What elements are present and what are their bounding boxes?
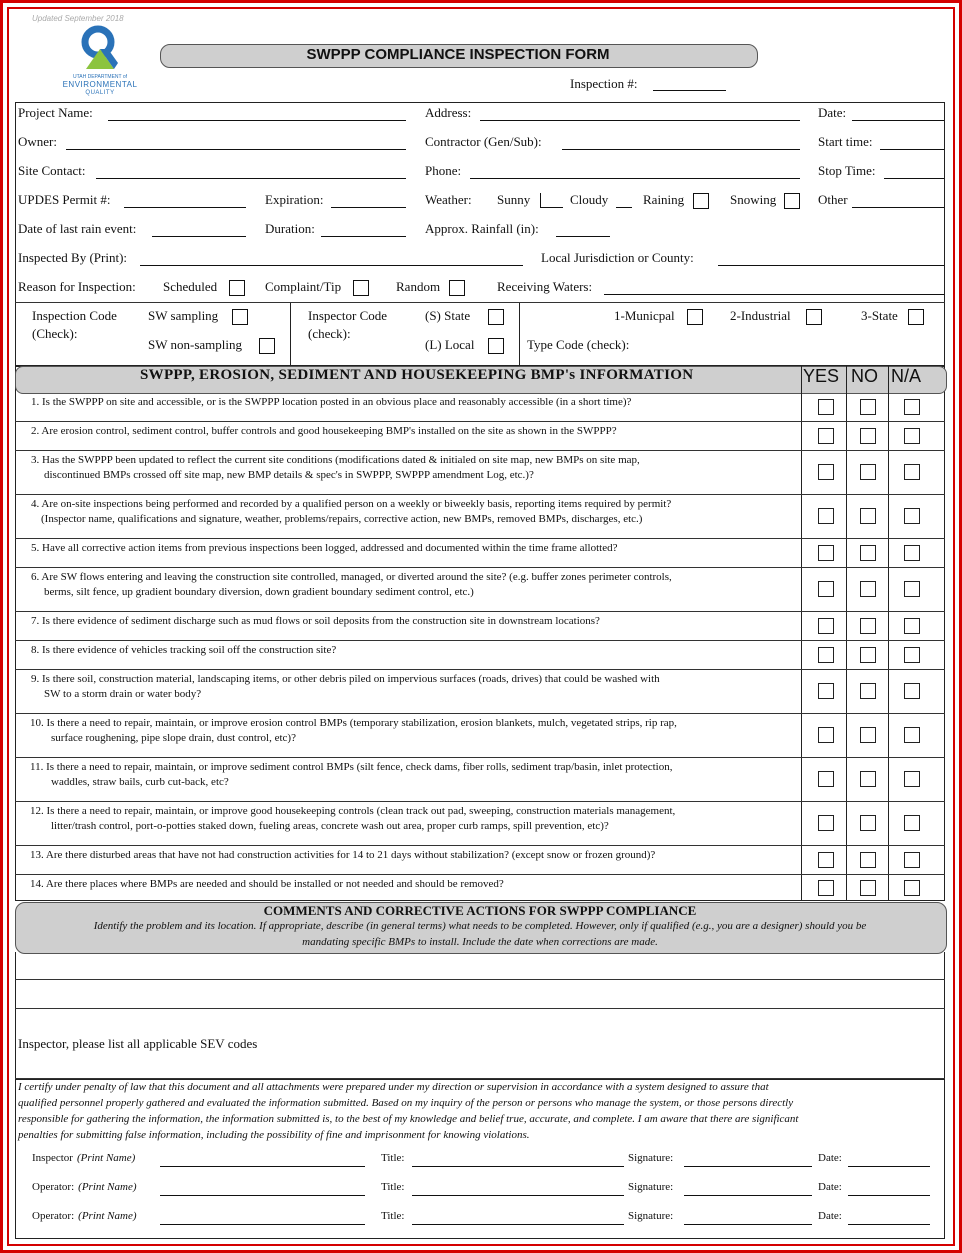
start-time-field[interactable] <box>880 149 944 150</box>
site-contact-field[interactable] <box>96 178 406 179</box>
question-7-no-checkbox[interactable] <box>860 618 876 634</box>
weather-other-field[interactable] <box>852 207 944 208</box>
question-text: 2. Are erosion control, sediment control, buffer controls and good housekeeping BMP's installed on the site as shown in the SWPPP? <box>31 425 617 437</box>
duration-label: Duration: <box>265 221 315 236</box>
comments-box <box>15 952 945 1080</box>
sw-sampling-checkbox[interactable] <box>232 309 248 325</box>
local-code-label: (L) Local <box>425 337 475 352</box>
question-14-yes-checkbox[interactable] <box>818 880 834 896</box>
question-text: 1. Is the SWPPP on site and accessible, or is the SWPPP location posted in an obvious place and reasonably accessible (in a short time)? <box>31 396 632 408</box>
question-text: 6. Are SW flows entering and leaving the construction site controlled, managed, or diverted around the site? (e.g. buffer zones perimeter controls, <box>31 571 672 583</box>
updes-permit-label: UPDES Permit #: <box>18 192 111 207</box>
question-6-no-checkbox[interactable] <box>860 581 876 597</box>
yes-column-header: YES <box>803 366 840 386</box>
question-8-na-checkbox[interactable] <box>904 647 920 663</box>
sw-sampling-label: SW sampling <box>148 308 219 323</box>
approx-rainfall-label: Approx. Rainfall (in): <box>425 221 539 236</box>
question-11-na-checkbox[interactable] <box>904 771 920 787</box>
bmp-section-title: SWPPP, EROSION, SEDIMENT AND HOUSEKEEPING BMP's INFORMATION <box>140 367 694 383</box>
local-jurisdiction-field[interactable] <box>718 265 944 266</box>
question-text: 13. Are there disturbed areas that have not had construction activities for 14 to 21 days without stabilization? (except snow or frozen ground)? <box>30 849 656 861</box>
question-14-na-checkbox[interactable] <box>904 880 920 896</box>
question-text: 8. Is there evidence of vehicles tracking soil off the construction site? <box>31 644 337 656</box>
question-3-yes-checkbox[interactable] <box>818 464 834 480</box>
receiving-waters-label: Receiving Waters: <box>497 279 593 294</box>
question-11-yes-checkbox[interactable] <box>818 771 834 787</box>
inspection-number-label: Inspection #: <box>570 76 638 91</box>
question-9-na-checkbox[interactable] <box>904 683 920 699</box>
local-jurisdiction-label: Local Jurisdiction or County: <box>541 250 694 265</box>
question-8-no-checkbox[interactable] <box>860 647 876 663</box>
state-code-label: (S) State <box>425 308 471 323</box>
codes-divider-2 <box>519 303 520 365</box>
question-divider <box>15 494 945 495</box>
question-2-na-checkbox[interactable] <box>904 428 920 444</box>
cert-line-3: responsible for gathering the information, the information submitted is, to the best of my knowledge and belief true, accurate, and complete. I am aware that there are significant <box>18 1113 799 1125</box>
question-divider <box>15 421 945 422</box>
state-code-checkbox[interactable] <box>488 309 504 325</box>
question-4-yes-checkbox[interactable] <box>818 508 834 524</box>
question-3-na-checkbox[interactable] <box>904 464 920 480</box>
question-9-no-checkbox[interactable] <box>860 683 876 699</box>
question-13-na-checkbox[interactable] <box>904 852 920 868</box>
question-5-yes-checkbox[interactable] <box>818 545 834 561</box>
reason-random-checkbox[interactable] <box>449 280 465 296</box>
comment-line-2[interactable] <box>15 1008 945 1009</box>
question-4-na-checkbox[interactable] <box>904 508 920 524</box>
contractor-field[interactable] <box>562 149 800 150</box>
question-divider <box>15 801 945 802</box>
no-col-divider <box>846 366 847 901</box>
deq-logo <box>78 25 122 75</box>
question-divider <box>15 567 945 568</box>
question-10-no-checkbox[interactable] <box>860 727 876 743</box>
sev-codes-label: Inspector, please list all applicable SEV codes <box>18 1036 258 1051</box>
question-2-no-checkbox[interactable] <box>860 428 876 444</box>
question-12-yes-checkbox[interactable] <box>818 815 834 831</box>
question-11-no-checkbox[interactable] <box>860 771 876 787</box>
inspection-code-label-1: Inspection Code <box>32 308 117 323</box>
question-divider <box>15 669 945 670</box>
weather-label: Weather: <box>425 192 472 207</box>
question-13-no-checkbox[interactable] <box>860 852 876 868</box>
question-text: 10. Is there a need to repair, maintain, or improve erosion control BMPs (temporary stabilization, erosion blankets, mulch, vegetated strips, rip rap, <box>30 717 677 729</box>
duration-field[interactable] <box>321 236 406 237</box>
signer-role-label <box>32 1181 137 1193</box>
signature-label: Signature: <box>628 1152 674 1164</box>
reason-scheduled-label: Scheduled <box>163 279 218 294</box>
contractor-label: Contractor (Gen/Sub): <box>425 134 542 149</box>
comments-title: COMMENTS AND CORRECTIVE ACTIONS FOR SWPPP COMPLIANCE <box>263 903 697 918</box>
weather-cloudy-checkbox[interactable] <box>616 207 632 208</box>
question-text: 5. Have all corrective action items from previous inspections been logged, addressed and documented within the time frame allotted? <box>31 542 618 554</box>
question-divider <box>15 611 945 612</box>
yes-col-divider <box>801 366 802 901</box>
codes-divider <box>15 302 945 303</box>
expiration-field[interactable] <box>331 207 406 208</box>
date-last-rain-label: Date of last rain event: <box>18 221 137 236</box>
codes-divider-1 <box>290 303 291 365</box>
inspector-code-label-2: (check): <box>308 326 351 341</box>
page-title: SWPPP COMPLIANCE INSPECTION FORM <box>306 46 610 63</box>
inspected-by-field[interactable] <box>140 265 523 266</box>
signature-field[interactable] <box>684 1195 812 1196</box>
na-column-header: N/A <box>891 366 922 386</box>
question-divider <box>15 874 945 875</box>
print-name-hint: (Print Name) <box>78 1181 137 1193</box>
logo-line-1: UTAH DEPARTMENT of <box>72 74 128 80</box>
start-time-label: Start time: <box>818 134 873 149</box>
sig-date-label: Date: <box>818 1181 842 1193</box>
question-5-no-checkbox[interactable] <box>860 545 876 561</box>
question-text: litter/trash control, port-o-potties staked down, fueling areas, concrete wash out area, proper curb ramps, spill prevention, etc)? <box>51 820 609 832</box>
question-1-no-checkbox[interactable] <box>860 399 876 415</box>
question-6-na-checkbox[interactable] <box>904 581 920 597</box>
question-2-yes-checkbox[interactable] <box>818 428 834 444</box>
title-label: Title: <box>381 1210 405 1222</box>
question-text: waddles, straw bails, curb cut-back, etc? <box>51 776 229 788</box>
certification-box <box>15 1079 945 1239</box>
reason-random-label: Random <box>396 279 441 294</box>
na-col-divider <box>888 366 889 901</box>
inspection-number-field[interactable] <box>653 90 726 91</box>
receiving-waters-field[interactable] <box>604 294 944 295</box>
logo-line-2: ENVIRONMENTAL <box>62 80 138 89</box>
type-industrial-label: 2-Industrial <box>730 308 791 323</box>
sig-date-field[interactable] <box>848 1195 930 1196</box>
no-column-header: NO <box>851 366 878 386</box>
question-5-na-checkbox[interactable] <box>904 545 920 561</box>
expiration-label: Expiration: <box>265 192 324 207</box>
cert-line-1: I certify under penalty of law that this document and all attachments were prepared under my direction or supervision in accordance with a system designed to assure that <box>18 1081 769 1093</box>
question-12-na-checkbox[interactable] <box>904 815 920 831</box>
local-code-checkbox[interactable] <box>488 338 504 354</box>
question-10-yes-checkbox[interactable] <box>818 727 834 743</box>
cert-line-2: qualified personnel properly gathered and evaluated the information submitted. Based on my inquiry of the person or persons who manage the system, or those persons directly <box>18 1097 794 1109</box>
type-state-label: 3-State <box>861 308 898 323</box>
question-text: discontinued BMPs crossed off site map, new BMP details & spec's in SWPPP, SWPPP amendment Log, etc.)? <box>44 469 534 481</box>
question-text: 12. Is there a need to repair, maintain, or improve good housekeeping controls (clean track out pad, sweeping, construction materials management, <box>30 805 676 817</box>
question-text: (Inspector name, qualifications and signature, weather, problems/repairs, corrective action, new BMPs, removed BMPs, discharges, etc.) <box>41 513 643 525</box>
reason-complaint-label: Complaint/Tip <box>265 279 342 294</box>
question-14-no-checkbox[interactable] <box>860 880 876 896</box>
type-industrial-checkbox[interactable] <box>806 309 822 325</box>
title-label: Title: <box>381 1181 405 1193</box>
type-code-label: Type Code (check): <box>527 337 630 352</box>
question-8-yes-checkbox[interactable] <box>818 647 834 663</box>
question-divider <box>15 538 945 539</box>
question-1-yes-checkbox[interactable] <box>818 399 834 415</box>
question-6-yes-checkbox[interactable] <box>818 581 834 597</box>
inspected-by-label: Inspected By (Print): <box>18 250 128 265</box>
title-field[interactable] <box>412 1166 624 1167</box>
question-text: 9. Is there soil, construction material, landscaping items, or other debris piled on impervious surfaces (roads, drives) that could be washed with <box>31 673 660 685</box>
title-field[interactable] <box>412 1224 624 1225</box>
question-7-yes-checkbox[interactable] <box>818 618 834 634</box>
signer-role-label <box>32 1210 137 1222</box>
logo-line-3: QUALITY <box>85 90 115 96</box>
question-10-na-checkbox[interactable] <box>904 727 920 743</box>
signature-field[interactable] <box>684 1166 812 1167</box>
phone-field[interactable] <box>470 178 800 179</box>
question-text: 7. Is there evidence of sediment discharge such as mud flows or soil deposits from the construction site in downstream locations? <box>31 615 600 627</box>
weather-sunny-checkbox[interactable] <box>540 193 563 208</box>
signature-label: Signature: <box>628 1181 674 1193</box>
question-3-no-checkbox[interactable] <box>860 464 876 480</box>
question-divider <box>15 450 945 451</box>
question-4-no-checkbox[interactable] <box>860 508 876 524</box>
signature-label: Signature: <box>628 1210 674 1222</box>
site-contact-label: Site Contact: <box>18 163 86 178</box>
signer-role: Operator: <box>32 1210 75 1222</box>
inspection-code-label-2: (Check): <box>32 326 78 341</box>
question-text: surface roughening, pipe slope drain, dust control, etc)? <box>51 732 296 744</box>
question-divider <box>15 713 945 714</box>
question-text: berms, silt fence, up gradient boundary diversion, down gradient boundary sediment control, etc.) <box>44 586 474 598</box>
question-12-no-checkbox[interactable] <box>860 815 876 831</box>
signer-role: Inspector <box>32 1152 73 1164</box>
stop-time-label: Stop Time: <box>818 163 876 178</box>
updated-note: Updated September 2018 <box>32 14 124 23</box>
question-text: 3. Has the SWPPP been updated to reflect the current site conditions (modifications dated & initialed on site map, new BMPs on site map, <box>31 454 640 466</box>
weather-snowing-label: Snowing <box>730 192 777 207</box>
date-field[interactable] <box>852 120 944 121</box>
question-13-yes-checkbox[interactable] <box>818 852 834 868</box>
print-name-field[interactable] <box>160 1195 365 1196</box>
reason-label: Reason for Inspection: <box>18 279 136 294</box>
reason-scheduled-checkbox[interactable] <box>229 280 245 296</box>
weather-sunny-label: Sunny <box>497 192 531 207</box>
address-label: Address: <box>425 105 472 120</box>
inspector-code-label-1: Inspector Code <box>308 308 388 323</box>
owner-field[interactable] <box>66 149 406 150</box>
question-text: 4. Are on-site inspections being performed and recorded by a qualified person on a weekly or biweekly basis, reporting items required by permit? <box>31 498 672 510</box>
comments-instructions-2: mandating specific BMPs to install. Include the date when corrections are made. <box>302 936 658 948</box>
print-name-hint: (Print Name) <box>78 1210 137 1222</box>
question-7-na-checkbox[interactable] <box>904 618 920 634</box>
question-divider <box>15 845 945 846</box>
type-municipal-label: 1-Municpal <box>614 308 675 323</box>
question-text: SW to a storm drain or water body? <box>44 688 202 700</box>
type-municipal-checkbox[interactable] <box>687 309 703 325</box>
sig-date-label: Date: <box>818 1210 842 1222</box>
weather-snowing-checkbox[interactable] <box>784 193 800 209</box>
question-divider <box>15 757 945 758</box>
sig-date-field[interactable] <box>848 1166 930 1167</box>
phone-label: Phone: <box>425 163 462 178</box>
cert-line-4: penalties for submitting false information, including the possibility of fine and imprisonment for knowing violations. <box>18 1129 530 1141</box>
print-name-field[interactable] <box>160 1166 365 1167</box>
weather-raining-label: Raining <box>643 192 685 207</box>
question-text: 11. Is there a need to repair, maintain, or improve sediment control BMPs (silt fence, check dams, fiber rolls, sediment trap/basin, inlet protection, <box>30 761 673 773</box>
weather-cloudy-label: Cloudy <box>570 192 609 207</box>
owner-label: Owner: <box>18 134 57 149</box>
question-9-yes-checkbox[interactable] <box>818 683 834 699</box>
signature-field[interactable] <box>684 1224 812 1225</box>
deq-logo-icon <box>78 25 122 75</box>
approx-rainfall-field[interactable] <box>556 236 610 237</box>
signer-role: Operator: <box>32 1181 75 1193</box>
print-name-field[interactable] <box>160 1224 365 1225</box>
date-label: Date: <box>818 105 847 120</box>
sig-date-label: Date: <box>818 1152 842 1164</box>
sw-non-sampling-label: SW non-sampling <box>148 337 243 352</box>
address-field[interactable] <box>480 120 800 121</box>
sw-non-sampling-checkbox[interactable] <box>259 338 275 354</box>
weather-raining-checkbox[interactable] <box>693 193 709 209</box>
updes-permit-field[interactable] <box>124 207 246 208</box>
stop-time-field[interactable] <box>884 178 944 179</box>
reason-complaint-checkbox[interactable] <box>353 280 369 296</box>
question-1-na-checkbox[interactable] <box>904 399 920 415</box>
sig-date-field[interactable] <box>848 1224 930 1225</box>
question-divider <box>15 640 945 641</box>
comments-instructions-1: Identify the problem and its location. If appropriate, describe (in general terms) what needs to be completed. However, only if qualified (e.g., you are a designer) should you be <box>93 920 867 932</box>
date-last-rain-field[interactable] <box>152 236 246 237</box>
type-state-checkbox[interactable] <box>908 309 924 325</box>
title-field[interactable] <box>412 1195 624 1196</box>
print-name-hint: (Print Name) <box>76 1152 136 1164</box>
project-name-field[interactable] <box>108 120 406 121</box>
project-name-label: Project Name: <box>18 105 93 120</box>
question-text: 14. Are there places where BMPs are needed and should be installed or not needed and should be removed? <box>30 878 504 890</box>
comment-line-1[interactable] <box>15 979 945 980</box>
title-label: Title: <box>381 1152 405 1164</box>
signer-role-label <box>32 1152 135 1164</box>
weather-other-label: Other <box>818 192 848 207</box>
